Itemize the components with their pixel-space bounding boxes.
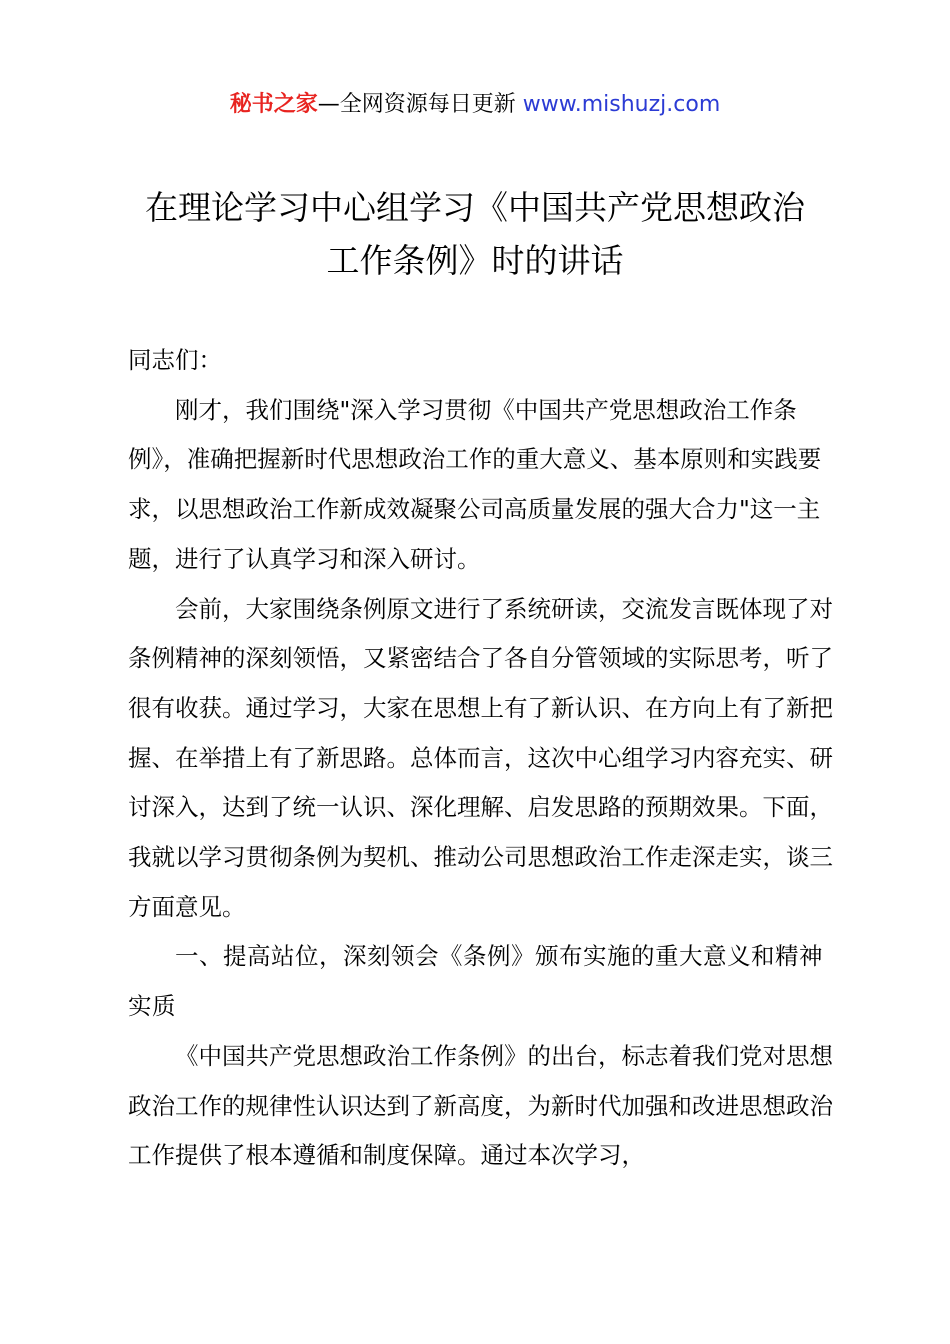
paragraph-1: 刚才，我们围绕"深入学习贯彻《中国共产党思想政治工作条例》，准确把握新时代思想政治工作的重大意义、基本原则和实践要求，以思想政治工作新成效凝聚公司高质量发展的强大合力"这一主题，进行了认真学习和深入研讨。 [128, 395, 822, 573]
paragraph-2: 会前，大家围绕条例原文进行了系统研读，交流发言既体现了对条例精神的深刻领悟，又紧密结合了各自分管领域的实际思考，听了很有收获。通过学习，大家在思想上有了新认识、在方向上有了新把握、在举措上有了新思路。总体而言，这次中心组学习内容充实、研讨深入，达到了统一认识、深化理解、启发思路的预期效果。下面，我就以学习贯彻条例为契机、推动公司思想政治工作走深走实，谈三方面意见。 [128, 594, 833, 921]
document-body [128, 336, 838, 1181]
brand-name: 秘书之家 [229, 92, 318, 117]
site-url-link[interactable]: www.mishuzj.com [522, 92, 721, 117]
document-title [100, 181, 850, 287]
site-banner [0, 88, 950, 122]
section-1-paragraph: 《中国共产党思想政治工作条例》的出台，标志着我们党对思想政治工作的规律性认识达到了新高度，为新时代加强和改进思想政治工作提供了根本遵循和制度保障。通过本次学习， [128, 1041, 833, 1170]
banner-tagline: —全网资源每日更新 [317, 92, 523, 117]
title-line-1: 在理论学习中心组学习《中国共产党思想政治 [145, 188, 805, 227]
section-heading-1: 一、提高站位，深刻领会《条例》颁布实施的重大意义和精神实质 [128, 942, 823, 1021]
title-line-2: 工作条例》时的讲话 [326, 241, 624, 280]
salutation: 同志们： [128, 346, 222, 374]
